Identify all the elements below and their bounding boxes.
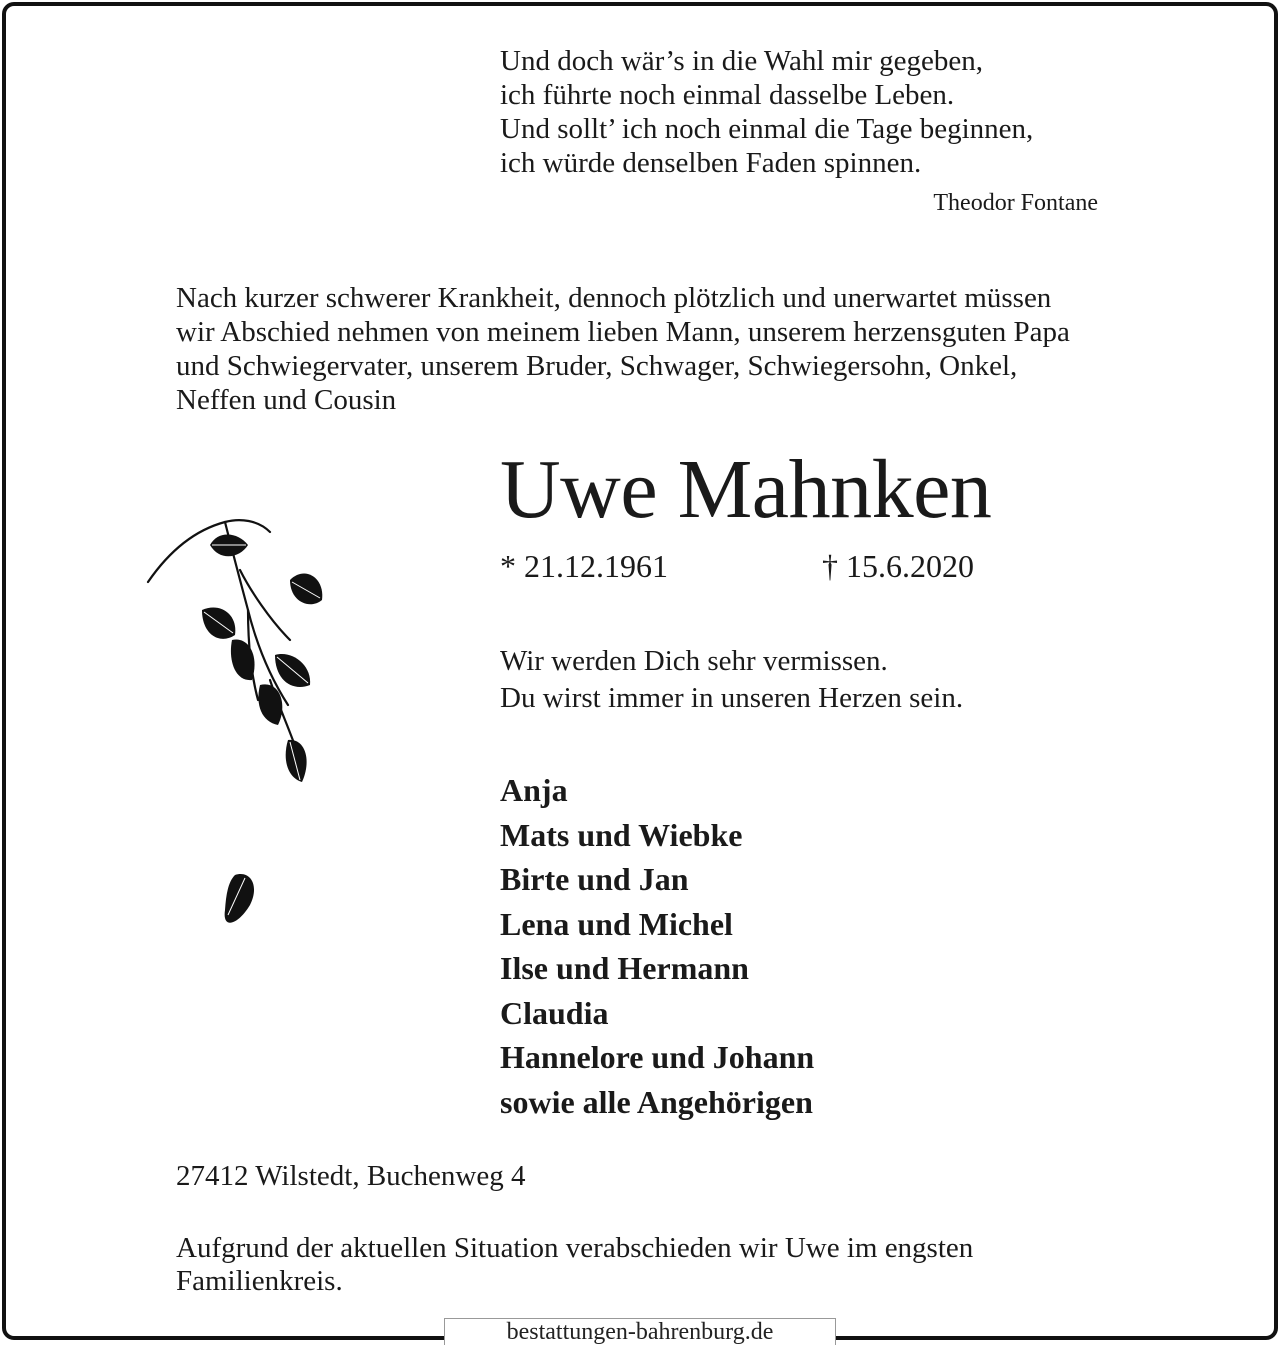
mourner-entry: Hannelore und Johann: [500, 1039, 815, 1075]
intro-line: Neffen und Cousin: [176, 384, 397, 416]
intro-text: [176, 281, 1236, 417]
deceased-name: Uwe Mahnken: [500, 443, 992, 536]
poem-line: Und doch wär’s in die Wahl mir gegeben,: [500, 45, 984, 77]
source-link[interactable]: bestattungen-bahrenburg.de: [444, 1318, 836, 1345]
mourner-entry: Lena und Michel: [500, 905, 733, 942]
ceremony-note: [176, 1232, 1136, 1298]
poem-line: ich würde denselben Faden spinnen.: [500, 147, 922, 179]
birth-date: * 21.12.1961: [500, 548, 668, 584]
farewell-line: Du wirst immer in unseren Herzen sein.: [500, 682, 964, 714]
mourner-entry: Birte und Jan: [500, 861, 689, 897]
birch-branch-icon: [140, 510, 340, 950]
mourner-entry: Ilse und Hermann: [500, 950, 749, 986]
death-date: † 15.6.2020: [822, 548, 974, 584]
poem-author: Theodor Fontane: [933, 190, 1098, 216]
note-line: Familienkreis.: [176, 1265, 343, 1297]
mourner-entry: Anja: [500, 772, 568, 808]
mourner-entry: Mats und Wiebke: [500, 816, 743, 853]
mourners-list: [500, 768, 814, 1124]
poem-line: ich führte noch einmal dasselbe Leben.: [500, 79, 955, 111]
note-line: Aufgrund der aktuellen Situation verabschieden wir Uwe im engsten: [176, 1232, 974, 1264]
intro-line: und Schwiegervater, unserem Bruder, Schwager, Schwiegersohn, Onkel,: [176, 350, 1018, 382]
intro-line: Nach kurzer schwerer Krankheit, dennoch plötzlich und unerwartet müssen: [176, 282, 1052, 314]
poem-line: Und sollt’ ich noch einmal die Tage beginnen,: [500, 113, 1034, 145]
farewell-text: [500, 643, 963, 717]
mourner-entry: Claudia: [500, 994, 609, 1031]
address: 27412 Wilstedt, Buchenweg 4: [176, 1160, 526, 1192]
poem: [500, 44, 1033, 180]
mourner-entry: sowie alle Angehörigen: [500, 1083, 813, 1120]
farewell-line: Wir werden Dich sehr vermissen.: [500, 645, 888, 677]
intro-line: wir Abschied nehmen von meinem lieben Mann, unserem herzensguten Papa: [176, 316, 1070, 348]
